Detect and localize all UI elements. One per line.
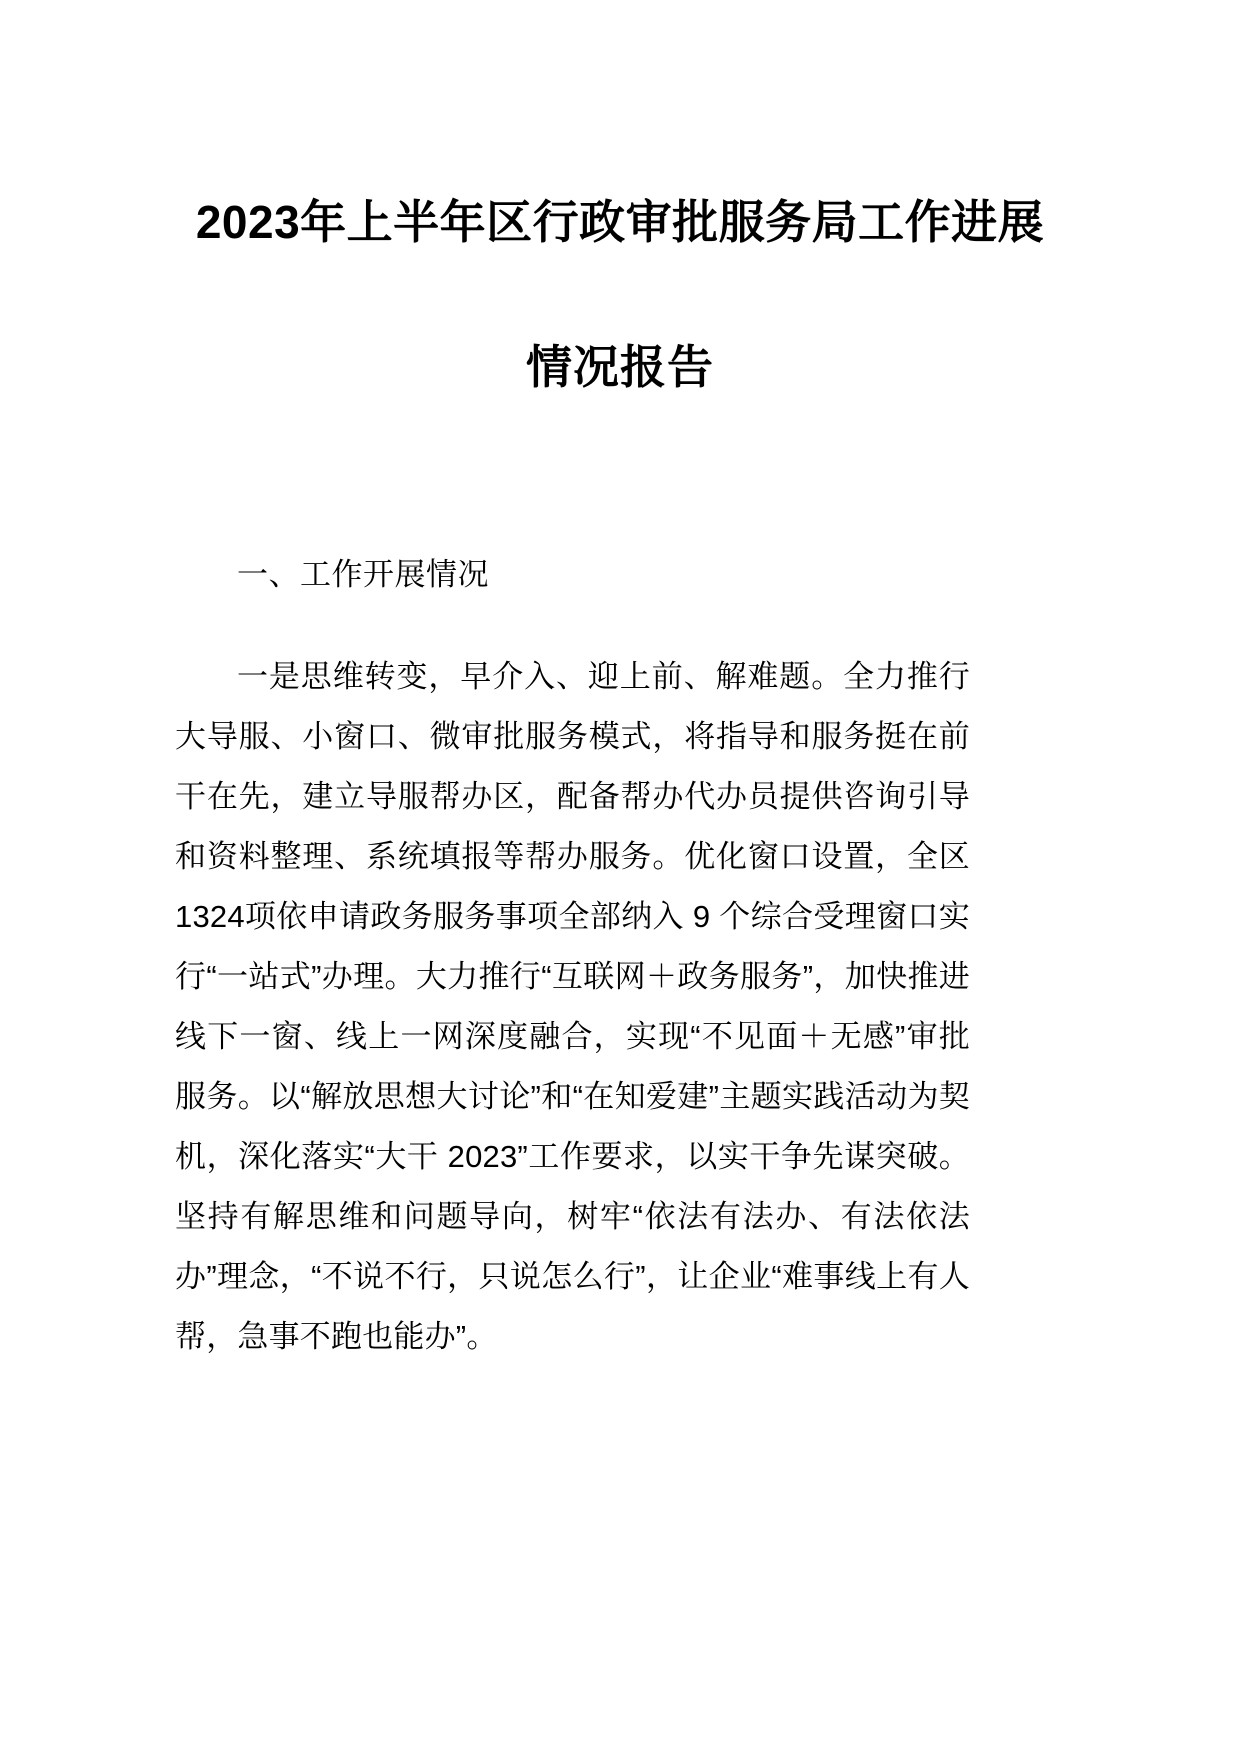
- body-paragraph-1: 一是思维转变，早介入、迎上前、解难题。全力推行大导服、小窗口、微审批服务模式，将指导和服务挺在前干在先，建立导服帮办区，配备帮办代办员提供咨询引导和资料整理、系统填报等帮办服务。优化窗口设置，全区1324项依申请政务服务事项全部纳入 9 个综合受理窗口实行“一站式”办理。大力推行“互联网＋政务服务”，加快推进线下一窗、线上一网深度融合，实现“不见面＋无感”审批服务。以“解放思想大讨论”和“在知爱建”主题实践活动为契机，深化落实“大干 2023”工作要求，以实干争先谋突破。坚持有解思维和问题导向，树牢“依法有法办、有法依法办”理念，“不说不行，只说怎么行”，让企业“难事线上有人帮，急事不跑也能办”。: [175, 659, 970, 1354]
- document-body: [175, 545, 970, 1367]
- page-title: [175, 150, 1065, 440]
- page-title-line-1: 2023年上半年区行政审批服务局工作进展: [195, 196, 1045, 248]
- page-title-line-2: 情况报告: [526, 341, 714, 393]
- section-heading-work-progress: 一、工作开展情况: [237, 557, 489, 592]
